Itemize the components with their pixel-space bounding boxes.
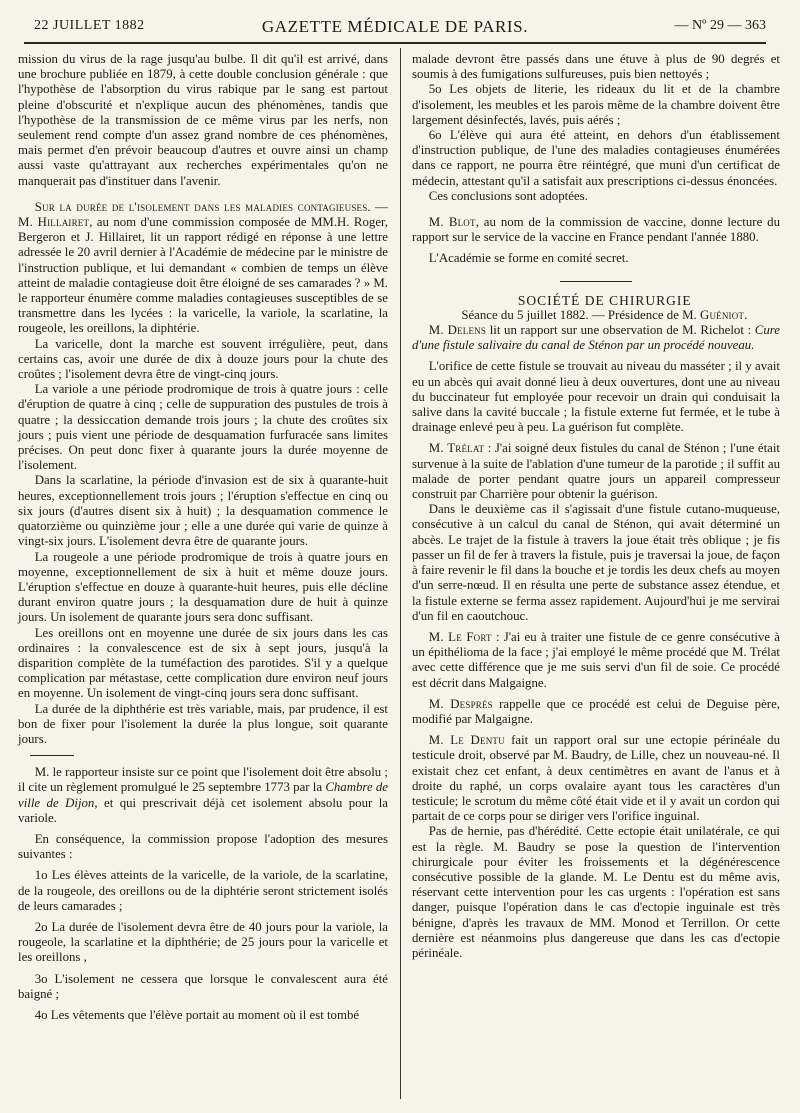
measure-4: 4o Les vêtements que l'élève portait au moment où il est tombé xyxy=(34,1007,360,1022)
author-blot: M. Blot xyxy=(428,215,476,230)
paragraph-varicelle: La varicelle, dont la marche est souvent irrégulière, peut, dans certains cas, avoir une durée de dix à douze jours pour la chute des croûtes ; l'isolement devra être de vingt-cinq jours. xyxy=(18,336,388,382)
separator-rule xyxy=(30,755,74,756)
paragraph-deuxieme-cas: Dans le deuxième cas il s'agissait d'une fistule cutano-muqueuse, consécutive à un calcul du canal de Sténon, qui avait déterminé un abcès. Le trajet de la fistule à travers la joue était très oblique ; je fis passer un fil de fer à travers la fistule, puis je traversai la joue, de façon à faire revenir le fil dans la bouche et je tordis les deux chefs au moyen d'un serre-nœud. Il en résulta une perte de substance assez étendue, et la fistule externe se ferma assez rapidement. Aujourd'hui je me servirai d'un fil en caoutchouc. xyxy=(412,502,780,623)
paragraph-scarlatine: Dans la scarlatine, la période d'invasion est de six à quarante-huit heures, exceptionnellement trois jours ; l'éruption s'effectue en cinq ou six jours (d'autres disent six à huit) ; la desquamation commence le quatorzième ou quinzième jour ; elle a une durée qui varie de quinze à vingt-six jours. L'isolement devra être de quarante jours. xyxy=(18,473,388,549)
author-delens: M. Delens xyxy=(428,323,487,338)
author-lefort: M. Le Fort xyxy=(428,629,492,644)
header-date: 22 JUILLET 1882 xyxy=(34,18,145,33)
measure-3: 3o L'isolement ne cessera que lorsque le convalescent aura été baigné ; xyxy=(18,971,388,1001)
paragraph-trelat xyxy=(412,441,780,502)
column-divider xyxy=(400,48,401,1099)
section-title-societe: SOCIÉTÉ DE CHIRURGIE xyxy=(517,292,692,308)
header-title: GAZETTE MÉDICALE DE PARIS. xyxy=(261,17,529,36)
trelat-text: : J'ai soigné deux fistules du canal de Sténon ; l'une était survenue à la suite de l'ablation d'une tumeur de la parotide ; il suffit au malade de porter pendant quatre jours un appareil compresseur construit par Charrière pour obtenir la guérison. xyxy=(412,441,780,502)
paragraph-rabies: mission du virus de la rage jusqu'au bulbe. Il dit qu'il est arrivé, dans une brochure publiée en 1879, à cette double conclusion générale : que l'hypothèse de l'absorption du virus rabique par le sang est partout pleine d'obscurité et n'explique aucun des phénomènes, tandis que l'hypothèse de la transmission de ce même virus par les nerfs, non seulement rend compte d'un assez grand nombre de ces phénomènes, mais permet d'en prévoir beaucoup d'autres et ouvre ainsi un champ aussi vaste qu'attrayant aux recherches expérimentales qu'on ne manquerait pas d'instituer dans l'avenir. xyxy=(18,52,388,188)
author-ledentu: M. Le Dentu xyxy=(428,733,505,748)
president-name: Guéniot xyxy=(699,307,745,322)
paragraph-oreillons: Les oreillons ont en moyenne une durée de six jours dans les cas ordinaires : la convalescence est de six à sept jours, jusqu'à la disparition complète de la tuméfaction des parotides. S'il y a quelque complication par métastase, cette complication dure environ neuf jours en moyenne. Un isolement de vingt-cinq jours sera donc suffisant. xyxy=(18,625,388,701)
seance-line xyxy=(412,308,780,323)
seance-end: . xyxy=(744,307,748,322)
left-column xyxy=(18,52,388,1099)
conclusions-adopted: Ces conclusions sont adoptées. xyxy=(428,188,588,203)
page-header xyxy=(24,8,766,44)
measure-1: 1o Les élèves atteints de la varicelle, de la variole, de la scarlatine, de la rougeole, des oreillons ou de la diphtérie seront strictement isolés de leurs camarades ; xyxy=(18,868,388,913)
paragraph-diphterie: La durée de la diphthérie est très variable, mais, par prudence, il est bon de fixer pour l'isolement la durée la plus longue, soit quarante jours. xyxy=(18,701,388,746)
header-issue-page: — Nº 29 — 363 xyxy=(674,18,766,33)
despres-text: rappelle que ce procédé est celui de Deguise père, modifié par Malgaigne. xyxy=(412,696,780,726)
reglement-italic: Chambre de ville de Dijon xyxy=(18,780,388,810)
lefort-text: : J'ai eu à traiter une fistule de ce genre consécutive à un épithélioma de la face ; j'ai employé le même procédé que M. Trélat avec cette différence que je me suis servi d'un fil de soie. Ce procédé est décrit dans Malgaigne. xyxy=(412,629,780,690)
paragraph-orifice: L'orifice de cette fistule se trouvait au niveau du masséter ; il y avait eu un abcès qui avait donné lieu à deux ouvertures, dont une au niveau du buccinateur fut employée pour recevoir un drain qui conduisait la salive dans la cavité buccale ; la fistule externe fut fermée, et le tube à drainage enlevé peu à peu. La guérison fut complète. xyxy=(412,359,780,435)
paragraph-reglement xyxy=(18,765,388,826)
measure-5: 5o Les objets de literie, les rideaux du lit et de la chambre d'isolement, les meubles et les parois même de la chambre doivent être largement désinfectés, lavés, puis aérés ; xyxy=(412,82,780,127)
reglement-text-b: , et qui prescrivait déjà cet isolement absolu pour la variole. xyxy=(18,795,388,825)
paragraph-rougeole: La rougeole a une période prodromique de trois à quatre jours en moyenne, exceptionnellement de six à huit et même douze jours. L'éruption s'effectue en douze à quarante-huit heures, puis elle décline durant environ quatre jours ; la desquamation dure de huit à quinze jours. Un isolement de quarante jours sera donc suffisant. xyxy=(18,549,388,625)
blot-text: , au nom de la commission de vaccine, donne lecture du rapport sur le service de la vaccine en France pendant l'année 1880. xyxy=(412,215,781,245)
paragraph-hernie: Pas de hernie, pas d'hérédité. Cette ectopie était unilatérale, ce qui est la règle. M. Baudry se pose la question de l'intervention chirurgicale pour éviter les froissements et la dégénérescence consécutive possible de la glande. M. Le Dentu est du même avis, réservant cette intervention pour les cas urgents : l'opération est sans danger, puisque l'opération dans le cas d'ectopie inguinale est très bénigne, d'après les travaux de MM. Monod et Terrillon. Or cette dernière est néanmoins plus dangereuse que dans les cas d'ectopie périnéale. xyxy=(412,824,780,960)
delens-title-italic: Cure d'une fistule salivaire du canal de Sténon par un procédé nouveau. xyxy=(412,323,780,353)
measure-4-continued: malade devront être passés dans une étuve à plus de 90 degrés et soumis à des fumigations sulfureuses, puis bien nettoyés ; xyxy=(412,52,780,82)
measure-6: 6o L'élève qui aura été atteint, en dehors d'un établissement d'instruction publique, de l'une des maladies contagieuses énumérées dans ce rapport, ne pourra être réintégré, que muni d'un certificat de médecin, attestant qu'il a satisfait aux prescriptions ci-dessus énoncées. xyxy=(412,128,780,188)
paragraph-ledentu xyxy=(412,733,780,824)
section-title-isolation: Sur la durée de l'isolement dans les maladies contagieuses. xyxy=(34,199,371,214)
seance-text: Séance du 5 juillet 1882. — Présidence de M. xyxy=(461,307,700,322)
paragraph-isolation-intro: Sur la durée de l'isolement dans les maladies contagieuses. —M. Hillairet, au nom d'une commission composée de MM.H. Roger, Bergeron et J. Hillairet, lit un rapport rédigé en réponse à une lettre adressée le 20 avril dernier à l'Académie de médecine par le ministre de l'instruction publique, et lui demandant « combien de temps un élève atteint de maladie contagieuse doit être éloigné de ses camarades ? » M. le rapporteur énumère comme maladies contagieuses susceptibles de se transmettre dans les lycées : la varicelle, la variole, la scarlatine, la rougeole, les oreillons, la diphtérie. xyxy=(18,199,388,336)
section-separator xyxy=(560,281,632,282)
isolation-intro-text: , au nom d'une commission composée de MM.H. Roger, Bergeron et J. Hillairet, lit un rapport rédigé en réponse à une lettre adressée le 20 avril dernier à l'Académie de médecine par le ministre de l'instruction publique, et lui demandant « combien de temps un élève atteint de maladie contagieuse doit être éloigné de ses camarades ? » M. le rapporteur énumère comme maladies contagieuses susceptibles de se transmettre dans les lycées : la varicelle, la variole, la scarlatine, la rougeole, les oreillons, la diphtérie. xyxy=(18,215,388,336)
paragraph-blot xyxy=(412,215,780,245)
paragraph-variole: La variole a une période prodromique de trois à quatre jours : celle d'éruption de quatre à cinq ; celle de suppuration des pustules de trois à quatre ; la dessiccation demande trois jours ; la chute des croûtes six jours ; puis vient une période de desquamation furfuracée sans limites précises. On peut donc fixer à quarante jours la durée moyenne de l'isolement. xyxy=(18,382,388,473)
paragraph-lefort xyxy=(412,630,780,691)
measure-2: 2o La durée de l'isolement devra être de 40 jours pour la variole, la rougeole, la scarlatine et la diphthérie; de 25 jours pour la varicelle et les oreillons , xyxy=(18,919,388,965)
delens-text: lit un rapport sur une observation de M. Richelot : xyxy=(486,323,755,338)
paragraph-comite: L'Académie se forme en comité secret. xyxy=(428,251,629,266)
paragraph-despres xyxy=(412,697,780,727)
author-hillairet: M. Hillairet xyxy=(18,215,90,230)
author-despres: M. Després xyxy=(428,696,493,711)
paragraph-consequence: En conséquence, la commission propose l'adoption des mesures suivantes : xyxy=(18,831,388,862)
paragraph-delens xyxy=(412,323,780,353)
ledentu-text: fait un rapport oral sur une ectopie périnéale du testicule droit, observé par M. Baudry, de Lille, chez un nouveau-né. Il existait chez cet enfant, à deux centimètres en avant de l'anus et à droite du raphé, un corps ovalaire ayant tous les caractères d'un testicule; le scrotum du même côté était vide et il y avait un cordon qui partait de ce corps pour se diriger vers l'orifice inguinal. xyxy=(412,733,780,824)
right-column xyxy=(412,52,780,1099)
reglement-text-a: M. le rapporteur insiste sur ce point que l'isolement doit être absolu ; il cite un règlement promulgué le 25 septembre 1773 par la xyxy=(18,765,388,795)
author-trelat: M. Trélat xyxy=(428,441,485,456)
